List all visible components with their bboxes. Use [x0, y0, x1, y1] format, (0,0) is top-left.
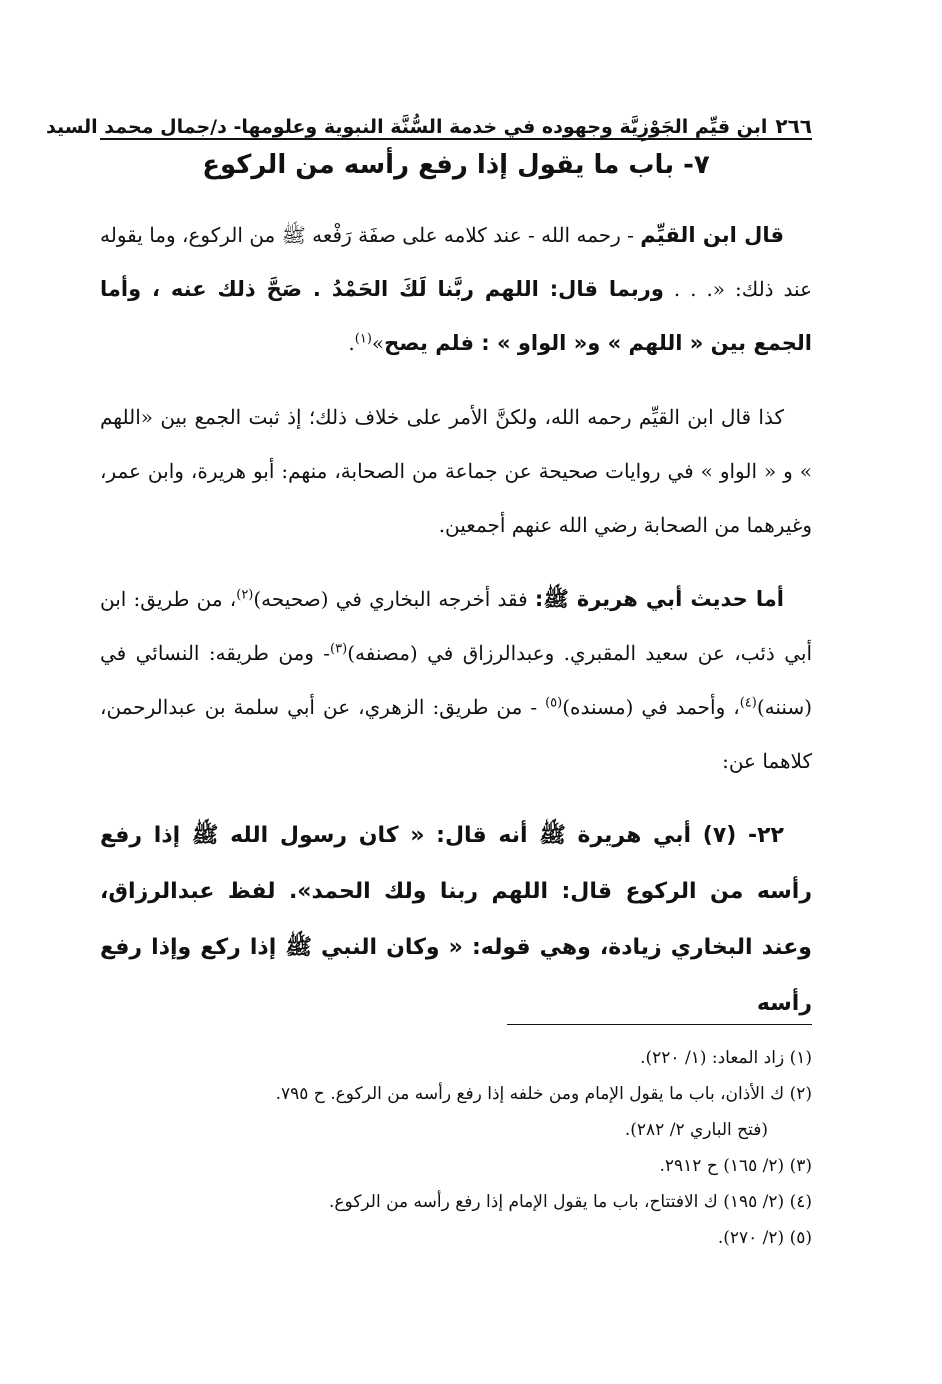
footnote-ref-1: (١) [354, 331, 372, 347]
footnote-divider [507, 1024, 812, 1025]
footnote-ref-2: (٢) [236, 587, 254, 603]
sentence-end: . [348, 331, 355, 355]
footnote-3: (٣) (٢/ ١٦٥) ح ٢٩١٢. [659, 1156, 812, 1176]
footnote-5: (٥) (٢/ ٢٧٠). [717, 1228, 812, 1248]
intro-text: - رحمه الله - عند كلامه على صفَة رَفْعه ﷺ من الركوع، وما يقوله عند ذلك: «. . . [100, 223, 812, 301]
footnote-ref-3: (٣) [330, 641, 348, 657]
paragraph-ibn-qayyim-quote [100, 208, 812, 370]
source-text-3: - ومن طريقه: النسائي في (سننه) [100, 641, 812, 719]
footnote-ref-4: (٤) [739, 695, 757, 711]
page-number: ٢٦٦ [775, 114, 812, 138]
quote-close: » [371, 331, 385, 355]
source-text-1: فقد أخرجه البخاري في (صحيحه) [253, 587, 535, 611]
book-page [45, 0, 812, 1384]
book-title: ابن قيِّم الجَوْزِيَّة وجهوده في خدمة السُّنَّة النبوية وعلومها- د/جمال محمد السيد [45, 116, 768, 138]
footnote-2-continued: (فتح الباري ٢/ ٢٨٢). [624, 1120, 768, 1140]
section-lead: أما حديث أبي هريرة ﷺ: [534, 587, 785, 611]
running-header [45, 104, 812, 140]
footnote-4: (٤) (٢/ ١٩٥) ك الافتتاح، باب ما يقول الإمام إذا رفع رأسه من الركوع. [328, 1192, 812, 1212]
footnote-1: (١) زاد المعاد: (١/ ٢٢٠). [640, 1048, 812, 1068]
footnotes [100, 1040, 812, 1256]
source-text-5: - من طريق: الزهري، عن أبي سلمة بن عبدالرحمن، كلاهما عن: [100, 695, 812, 773]
quoted-text: وربما قال: اللهم ربَّنا لَكَ الحَمْدُ . صَحَّ ذلك عنه ، وأما الجمع بين « اللهم » و« الواو » : فلم يصح [100, 277, 812, 355]
paragraph-correction: كذا قال ابن القيِّم رحمه الله، ولكنَّ الأمر على خلاف ذلك؛ إذ ثبت الجمع بين «اللهم » و « الواو » في روايات صحيحة عن جماعة من الصحابة، منهم: أبو هريرة، وابن عمر، وغيرهما من الصحابة رضي الله عنهم أجمعين. [100, 405, 812, 537]
source-text-4: ، وأحمد في (مسنده) [562, 695, 740, 719]
chapter-heading: ٧- باب ما يقول إذا رفع رأسه من الركوع [202, 150, 710, 180]
main-text [100, 208, 812, 1052]
source-text-2: ، من طريق: ابن أبي ذئب، عن سعيد المقبري. وعبدالرزاق في (مصنفه) [100, 587, 812, 665]
paragraph-abu-hurairah-sources [100, 572, 812, 788]
author-label: قال ابن القيِّم [640, 223, 784, 247]
footnote-2: (٢) ك الأذان، باب ما يقول الإمام ومن خلفه إذا رفع رأسه من الركوع. ح ٧٩٥. [275, 1084, 812, 1104]
footnote-ref-5: (٥) [545, 695, 563, 711]
hadith-text: ٢٢- (٧) أبي هريرة ﷺ أنه قال: « كان رسول الله ﷺ إذا رفع رأسه من الركوع قال: اللهم ربنا ولك الحمد». لفظ عبدالرزاق، وعند البخاري زيادة، وهي قوله: « وكان النبي ﷺ إذا ركع وإذا رفع رأسه [100, 823, 812, 1016]
